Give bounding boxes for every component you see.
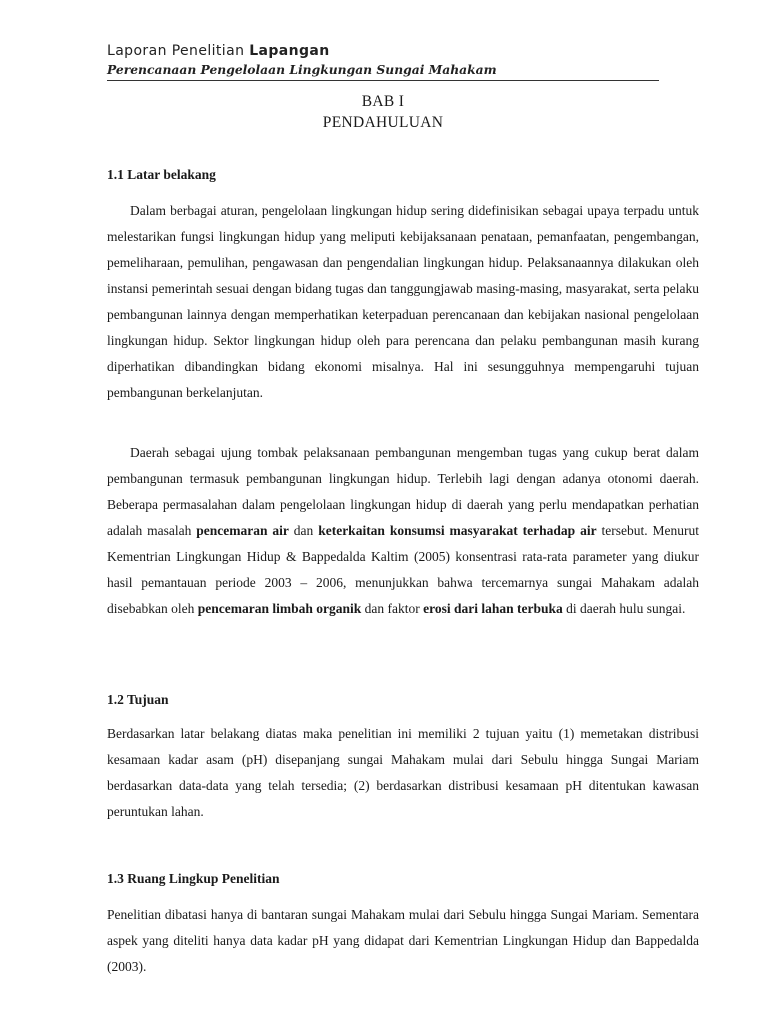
paragraph-latar-belakang-1: Dalam berbagai aturan, pengelolaan lingkungan hidup sering didefinisikan sebagai upaya terpadu untuk melestarikan fungsi lingkungan hidup yang meliputi kebijaksanaan penataan, pemanfaatan, pengembangan, pemeliharaan, pemulihan, pengawasan dan pengendalian lingkungan hidup. Pelaksanaannya dilakukan oleh instansi pemerintah sesuai dengan bidang tugas dan tanggungjawab masing-masing, masyarakat, serta pelaku pembangunan lainnya dengan memperhatikan keterpaduan perencanaan dan kebijakan nasional pengelolaan lingkungan hidup. Sektor lingkungan hidup oleh para perencana dan pelaku pembangunan masih kurang diperhatikan dibandingkan bidang ekonomi misalnya. Hal ini sesungguhnya mempengaruhi tujuan pembangunan berkelanjutan. <box>107 203 699 400</box>
emphasis-limbah-organik: pencemaran limbah organik <box>197 601 362 616</box>
text-run: dan <box>288 523 319 538</box>
text-run: di daerah hulu sungai. <box>562 601 686 616</box>
header-title-plain: Laporan Penelitian <box>107 43 250 59</box>
emphasis-keterkaitan-konsumsi: keterkaitan konsumsi masyarakat terhadap air <box>318 523 597 538</box>
paragraph-tujuan: Berdasarkan latar belakang diatas maka penelitian ini memiliki 2 tujuan yaitu (1) memetakan distribusi kesamaan kadar asam (pH) disepanjang sungai Mahakam mulai dari Sebulu hingga Sungai Mariam berdasarkan data-data yang telah tersedia; (2) berdasarkan distribusi kesamaan pH ditentukan kawasan peruntukan lahan. <box>107 726 699 819</box>
section-heading-tujuan: 1.2 Tujuan <box>107 692 169 707</box>
header-divider <box>107 80 659 81</box>
paragraph-latar-belakang-2 <box>107 440 699 622</box>
section-heading-ruang-lingkup: 1.3 Ruang Lingkup Penelitian <box>107 871 280 886</box>
text-run: tersebut. Menurut Kementrian Lingkungan Hidup & Bappedalda Kaltim (2005) konsentrasi rata-rata parameter yang diukur hasil pemantauan periode 2003 – 2006, menunjukkan bahwa tercemarnya sungai Mahakam adalah disebabkan oleh <box>107 523 699 616</box>
paragraph-ruang-lingkup: Penelitian dibatasi hanya di bantaran sungai Mahakam mulai dari Sebulu hingga Sungai Mariam. Sementara aspek yang diteliti hanya data kadar pH yang didapat dari Kementrian Lingkungan Hidup dan Bappedalda (2003). <box>107 907 699 974</box>
emphasis-erosi: erosi dari lahan terbuka <box>423 601 563 616</box>
header-title-bold: Lapangan <box>249 43 330 59</box>
section-heading-latar-belakang: 1.1 Latar belakang <box>107 167 216 182</box>
running-header-title <box>107 43 330 59</box>
chapter-number: BAB I <box>361 93 405 110</box>
chapter-title: PENDAHULUAN <box>322 114 444 131</box>
emphasis-pencemaran-air: pencemaran air <box>196 523 289 538</box>
text-run: Daerah sebagai ujung tombak pelaksanaan pembangunan mengemban tugas yang cukup berat dalam pembangunan termasuk pembangunan lingkungan hidup. Terlebih lagi dengan adanya otonomi daerah. Beberapa permasalahan dalam pengelolaan lingkungan hidup di daerah yang perlu mendapatkan perhatian adalah masalah <box>107 445 699 538</box>
text-run: dan faktor <box>361 601 424 616</box>
running-header-subtitle: Perencanaan Pengelolaan Lingkungan Sungai Mahakam <box>107 62 497 77</box>
